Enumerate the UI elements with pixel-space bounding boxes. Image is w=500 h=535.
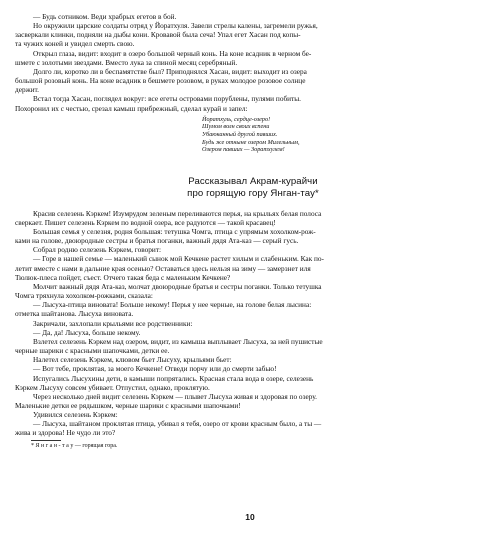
text-line: Встал тогда Хасан, поглядел вокруг: все егеты островами порублены, пулями побиты. xyxy=(33,94,301,104)
text-line: — Вот тебе, проклятая, за моего Кечкене! Отведи порчу или до смерти забью! xyxy=(33,364,277,374)
text-line: Удивился селезень Кэркем: xyxy=(33,410,118,420)
text-line: — Будь сотником. Веди храбрых егетов в бой. xyxy=(33,12,177,21)
text-line: Долго ли, коротко ли в беспамятстве был? Приподнялся Хасан, видит: выходит из озера xyxy=(33,66,307,76)
footnote-divider xyxy=(31,440,61,441)
book-page xyxy=(15,12,491,450)
text-line: Маленькие детки ее рядышком, черные шарики с красными шапочками! xyxy=(15,400,241,410)
text-line: Чомга тряхнула хохолком-рожками, сказала: xyxy=(15,291,153,301)
section-title-line-2: про горящую гору Янган-тау* xyxy=(187,187,319,199)
text-line: Тюлюк-плеса пойдет, съест. Отчего такая беда с маленьким Кечкене? xyxy=(15,272,231,282)
top-text-block xyxy=(15,12,491,113)
text-line: держит. xyxy=(15,85,40,95)
verse-line: Озером павших — Зоратхулем! xyxy=(202,146,285,154)
story-text-block xyxy=(15,209,491,438)
text-line: черные шарики с красными шапочками, детки ее. xyxy=(15,346,170,356)
text-line: Открыл глаза, видит: входит в озеро большой черный конь. На коне всадник в черном бе- xyxy=(33,48,312,58)
text-line: большой розовый конь. На коне всадник в бешмете розовом, в руках молодое розовое солнце xyxy=(15,76,306,86)
verse-line: Будь же отныне озером Милельным, xyxy=(202,138,300,146)
section-title-line-1: Рассказывал Акрам-курайчи xyxy=(188,175,318,187)
text-line: шмете с золотыми звездами. Вместо лука за спиной месяц серебряный. xyxy=(15,57,238,67)
text-line: засверкали клинки, подняли на дыбы кони. Кровавой была сеча! Упал егет Хасан под копы- xyxy=(15,30,301,40)
section-title xyxy=(15,176,491,200)
text-line: — Лысуха-птица виновата! Больше некому! Перья у нее черные, на голове белая лысина: xyxy=(33,300,312,310)
text-line: жива и здорова! Не чудо ли это? xyxy=(15,428,116,438)
footnote: * Я н г а н - т а у — горящая гора. xyxy=(31,442,118,449)
text-line: та чужих коней и увидел смерть свою. xyxy=(15,39,135,49)
verse-line: Убаюканный другой павших. xyxy=(202,130,278,138)
text-line: Красив селезень Кэркем! Изумрудом зеленым переливаются перья, на крыльях белая полоса xyxy=(33,208,322,218)
text-line: Кэркем Лысуху совсем убивает. Отпустил, однако, проклятую. xyxy=(15,382,210,392)
song-verse xyxy=(202,116,491,154)
text-line: Похоронил их с честью, срезал камыш прибрежный, сделал курай и запел: xyxy=(15,103,248,113)
verse-line: Шумом волн своих вспени xyxy=(202,123,270,131)
text-line: — Лысуха, шайтаном проклятая птица, убивал я тебя, озеро от крови красным было, а ты — xyxy=(33,419,322,429)
text-line: Но окружили царские солдаты отряд у Йоратхуля. Завели стрелы калены, загремели ружья, xyxy=(33,21,318,31)
text-line: Молчит важный дядя Ата-каз, молчат двоюродные братья и сестры поганки. Только тетушка xyxy=(33,281,322,291)
text-line: отметка шайтанова. Лысуха виновата. xyxy=(15,309,134,319)
text-line: — Да, да! Лысуха, больше некому. xyxy=(33,327,141,337)
text-line: Закричали, захлопали крыльями все родственники: xyxy=(33,318,193,328)
text-line: ками на голове, двоюродные сестры и братья поганки, важный дядя Ата-каз — серый гусь. xyxy=(15,236,299,246)
text-line: летит вместе с нами в дальние края осенью? Оставаться здесь нельзя на зиму — замерзнет иля xyxy=(15,263,311,273)
text-line: Налетел селезень Кэркем, клювом бьет Лысуху, крыльями бьет: xyxy=(33,355,232,365)
text-line: — Горе в нашей семье — маленький сынок мой Кечкене растет хилым и слабеньким. Как по- xyxy=(33,254,324,264)
page-number: 10 xyxy=(245,512,255,522)
text-line: Взлетел селезень Кэркем над озером, видит, из камыша выплывает Лысуха, за ней пушистые xyxy=(33,336,323,346)
text-line: Собрал родню селезень Кэркем, говорит: xyxy=(33,245,162,255)
text-line: Через несколько дней видит селезень Кэркем — плывет Лысуха живая и здоровая по озеру. xyxy=(33,391,317,401)
text-line: Большая семья у селезня, родня большая: тетушка Чомга, птица с упрямым хохолком-рож- xyxy=(33,227,316,236)
text-line: Испугались Лысухины дети, в камыши попрятались. Красная стала вода в озере, селезень xyxy=(33,373,314,383)
text-line: сверкает. Пишет селезень Кэркем по водной озера, все радуются — такой красавец! xyxy=(15,217,276,227)
verse-line: Йоратхуль, сердце-озеро! xyxy=(202,115,271,123)
